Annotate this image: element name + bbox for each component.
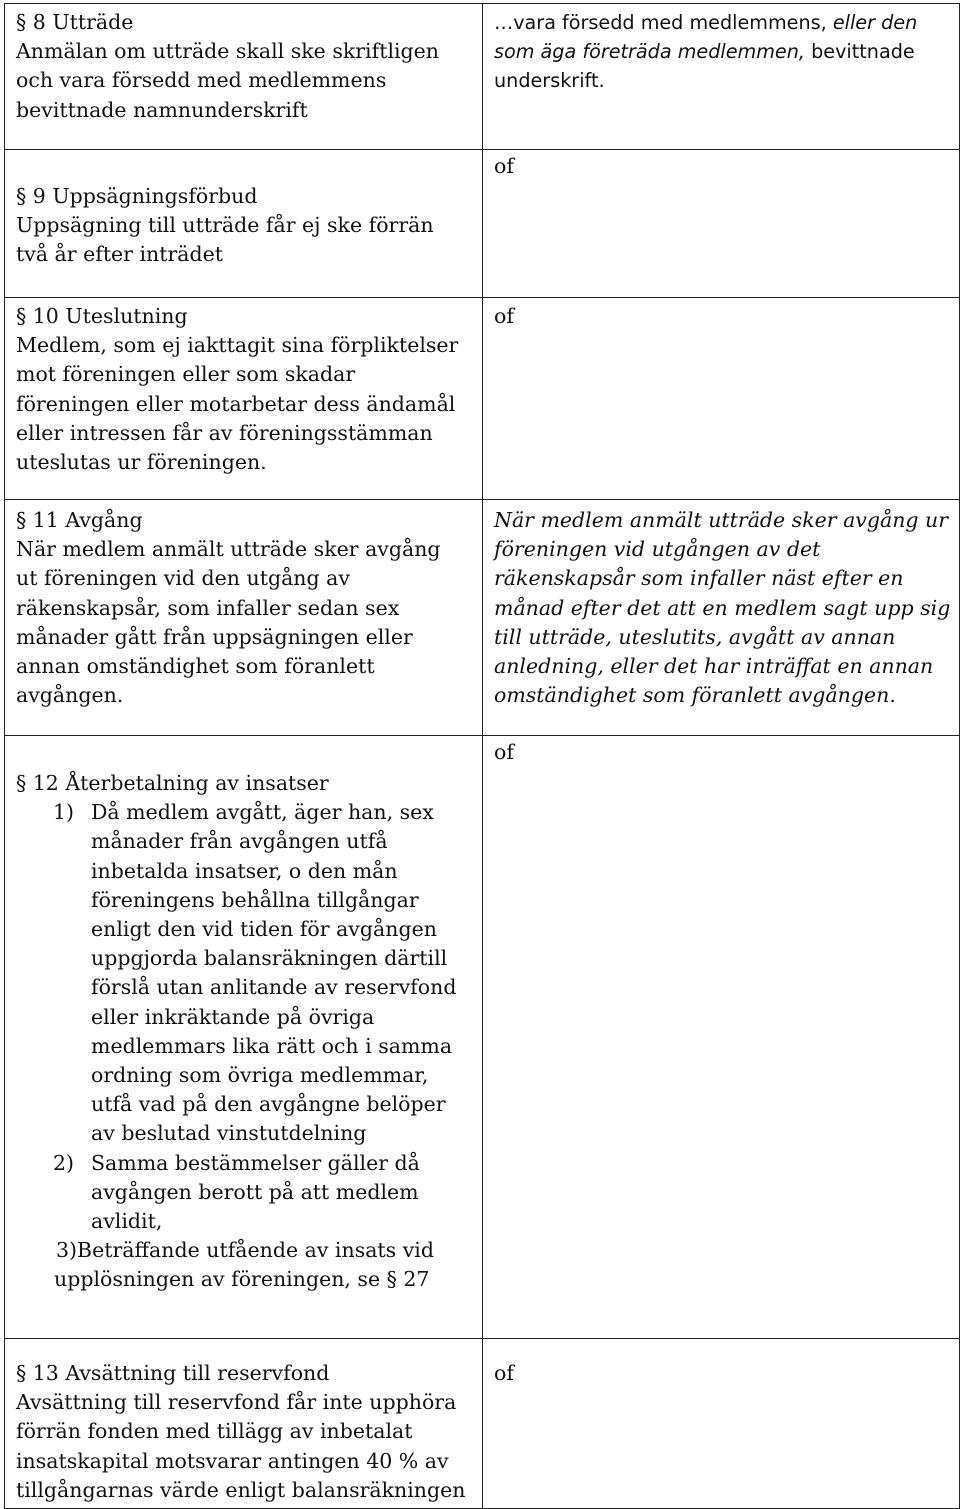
list-item-text: medlemmars lika rätt och i samma xyxy=(91,1033,453,1058)
section-10-cell xyxy=(5,298,483,500)
section-12-cell xyxy=(5,736,483,1339)
section-heading: § 13 Avsättning till reservfond xyxy=(16,1361,330,1385)
proposed-text: räkenskapsår som infaller näst efter en xyxy=(494,566,904,591)
list-item-text: upplösningen av föreningen, se § 27 xyxy=(54,1267,430,1292)
proposed-text-cell xyxy=(483,298,960,500)
section-heading: § 9 Uppsägningsförbud xyxy=(16,184,258,208)
list-item-text: Då medlem avgått, äger han, sex xyxy=(91,800,434,825)
proposed-text: När medlem anmält utträde sker avgång ur xyxy=(494,508,949,532)
section-text: uteslutas ur föreningen. xyxy=(16,450,267,475)
list-item-text: ordning som övriga medlemmar, xyxy=(91,1063,429,1088)
section-text: annan omständighet som föranlett xyxy=(16,654,375,679)
table-row xyxy=(5,736,960,1339)
section-text: tillgångarnas värde enligt balansräkningen xyxy=(16,1477,466,1502)
list-item-text: månader från avgången utfå xyxy=(91,829,388,854)
list-item xyxy=(16,1149,472,1178)
table-row xyxy=(5,150,960,298)
section-heading: § 12 Återbetalning av insatser xyxy=(16,771,329,795)
proposed-text: månad efter det att en medlem sagt upp sig xyxy=(494,595,951,620)
statute-comparison-table xyxy=(4,3,960,1509)
section-text: bevittnade namnunderskrift xyxy=(16,97,308,122)
section-13-cell xyxy=(5,1339,483,1509)
section-text: När medlem anmält utträde sker avgång xyxy=(16,537,441,562)
proposed-text: underskrift. xyxy=(494,69,605,93)
section-text: och vara försedd med medlemmens xyxy=(16,68,387,93)
proposed-text-italic: eller den xyxy=(832,11,918,34)
section-text: eller intressen får av föreningsstämman xyxy=(16,420,433,445)
list-item-text: inbetalda insatser, o den mån xyxy=(91,858,398,883)
list-item-text: Samma bestämmelser gäller då xyxy=(91,1150,420,1175)
proposed-text-cell xyxy=(483,4,960,150)
list-item-text: eller inkräktande på övriga xyxy=(91,1004,375,1029)
section-heading: § 8 Utträde xyxy=(16,10,134,34)
list-item-text: avgången berott på att medlem xyxy=(91,1179,419,1204)
section-text: två år efter inträdet xyxy=(16,242,224,267)
proposed-text: anledning, eller det har inträffat en annan xyxy=(494,654,934,679)
list-item-text: förslå utan anlitande av reservfond xyxy=(91,975,457,1000)
proposed-text-cell xyxy=(483,500,960,736)
proposed-text-italic: som äga företräda medlemmen, xyxy=(494,40,805,64)
section-text: Uppsägning till utträde får ej ske förrän xyxy=(16,213,434,238)
section-text: Medlem, som ej iakttagit sina förpliktelser xyxy=(16,333,459,358)
list-item-text: enligt den vid tiden för avgången xyxy=(91,917,437,942)
list-number: 1) xyxy=(53,800,75,825)
section-text: Anmälan om utträde skall ske skriftligen xyxy=(16,39,440,64)
proposed-text-part: bevittnade xyxy=(804,40,915,64)
list-item-text: av beslutad vinstutdelning xyxy=(91,1121,367,1146)
section-text: mot föreningen eller som skadar xyxy=(16,362,356,387)
proposed-text: till utträde, uteslutits, avgått av annan xyxy=(494,624,896,649)
table-row xyxy=(5,1339,960,1509)
proposed-text-cell xyxy=(483,150,960,298)
list-number: 2) xyxy=(53,1150,75,1175)
section-text: föreningen eller motarbetar dess ändamål xyxy=(16,391,456,416)
section-heading: § 10 Uteslutning xyxy=(16,304,188,328)
list-item-text: avlidit, xyxy=(91,1209,163,1234)
table-row xyxy=(5,4,960,150)
proposed-text: föreningen vid utgången av det xyxy=(494,537,821,562)
section-text: avgången. xyxy=(16,683,124,708)
section-text: månader gått från uppsägningen eller xyxy=(16,624,413,649)
proposed-text-cell xyxy=(483,1339,960,1509)
list-item-text: uppgjorda balansräkningen därtill xyxy=(91,946,448,971)
section-text: förrän fonden med tillägg av inbetalat xyxy=(16,1419,413,1444)
of-marker: of xyxy=(494,304,514,328)
list-item-text: utfå vad på den avgångne belöper xyxy=(91,1092,446,1117)
of-marker: of xyxy=(494,1361,514,1385)
proposed-text: omständighet som föranlett avgången. xyxy=(494,683,896,708)
table-row xyxy=(5,298,960,500)
list-item-text: 3)Beträffande utfående av insats vid xyxy=(56,1238,434,1263)
table-row xyxy=(5,500,960,736)
section-heading: § 11 Avgång xyxy=(16,508,143,532)
proposed-text-cell xyxy=(483,736,960,1339)
section-11-cell xyxy=(5,500,483,736)
proposed-text xyxy=(494,37,949,66)
of-marker: of xyxy=(494,154,514,178)
section-text: Avsättning till reservfond får inte upphöra xyxy=(16,1390,457,1415)
section-9-cell xyxy=(5,150,483,298)
section-text: ut föreningen vid den utgång av xyxy=(16,566,350,591)
of-marker: of xyxy=(494,740,514,764)
section-text: räkenskapsår, som infaller sedan sex xyxy=(16,595,400,620)
proposed-text xyxy=(494,8,949,37)
list-item xyxy=(16,798,472,827)
section-text: insatskapital motsvarar antingen 40 % av xyxy=(16,1448,449,1473)
proposed-text-part: …vara försedd med medlemmens, xyxy=(494,11,833,34)
list-item-text: föreningens behållna tillgångar xyxy=(91,887,419,912)
section-8-cell xyxy=(5,4,483,150)
